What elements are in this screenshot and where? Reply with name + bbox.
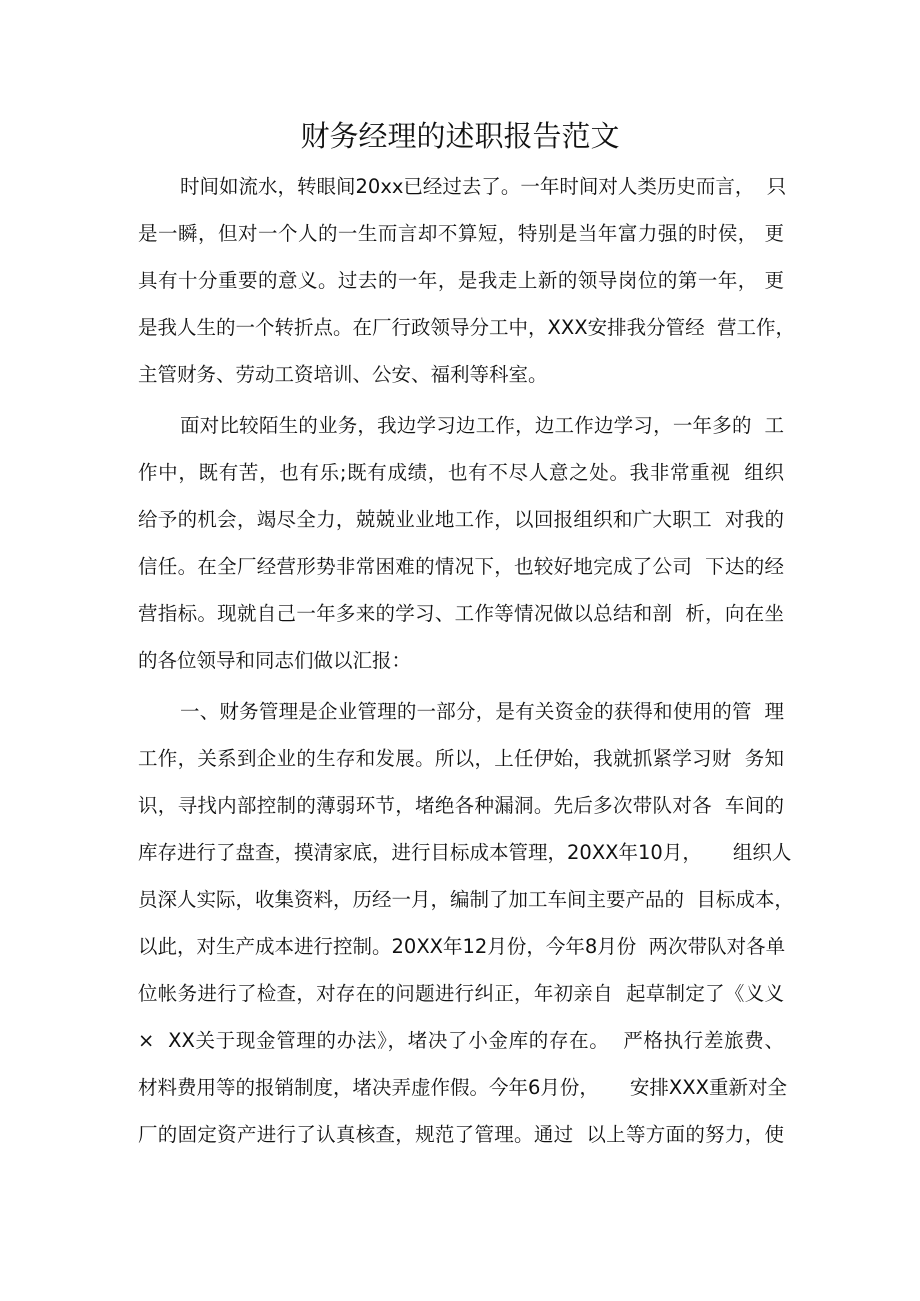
paragraph-2-line-4: 信任。在全厂经营形势非常困难的情况下，也较好地完成了公司 下达的经 xyxy=(138,555,784,578)
paragraph-2-line-2: 作中，既有苦，也有乐;既有成绩，也有不尽人意之处。我非常重视 组织 xyxy=(138,461,784,484)
paragraph-2-line-6: 的各位领导和同志们做以汇报： xyxy=(138,649,412,672)
paragraph-1-line-2: 是一瞬，但对一个人的一生而言却不算短，特别是当年富力强的时侯， 更 xyxy=(138,222,784,245)
paragraph-3-line-4: 库存进行了盘查，摸清家底，进行目标成本管理，20XX年10月， 组织人 xyxy=(138,841,792,864)
paragraph-3-line-6: 以此，对生产成本进行控制。20XX年12月份，今年8月份 两次带队对各单 xyxy=(138,935,786,958)
paragraph-1-line-3: 具有十分重要的意义。过去的一年，是我走上新的领导岗位的第一年， 更 xyxy=(138,269,784,292)
paragraph-3-line-10: 厂的固定资产进行了认真核查，规范了管理。通过 以上等方面的努力，使 xyxy=(138,1123,784,1146)
paragraph-1-line-4: 是我人生的一个转折点。在厂行政领导分工中，XXX安排我分管经 营工作， xyxy=(138,316,795,339)
paragraph-1-line-1: 时间如流水，转眼间20xx已经过去了。一年时间对人类历史而言， 只 xyxy=(180,175,787,198)
paragraph-3-line-1: 一、财务管理是企业管理的一部分，是有关资金的获得和使用的管 理 xyxy=(180,700,784,723)
paragraph-3-line-5: 员深人实际，收集资料，历经一月，编制了加工车间主要产品的 目标成本， xyxy=(138,888,794,911)
document-title: 财务经理的述职报告范文 xyxy=(300,119,620,153)
paragraph-3-line-7: 位帐务进行了检查，对存在的问题进行纠正，年初亲自 起草制定了《义义 xyxy=(138,982,784,1005)
paragraph-3-line-3: 识，寻找内部控制的薄弱环节，堵绝各种漏洞。先后多次带队对各 车间的 xyxy=(138,794,784,817)
paragraph-3-line-8: × XX关于现金管理的办法》，堵决了小金库的存在。 严格执行差旅费、 xyxy=(138,1029,784,1052)
paragraph-1-line-5: 主管财务、劳动工资培训、公安、福利等科室。 xyxy=(138,363,548,386)
paragraph-2-line-5: 营指标。现就自己一年多来的学习、工作等情况做以总结和剖 析，向在坐 xyxy=(138,602,784,625)
paragraph-3-line-9: 材料费用等的报销制度，堵决弄虚作假。今年6月份， 安排XXX重新对全 xyxy=(138,1076,787,1099)
paragraph-2-line-3: 给予的机会，竭尽全力，兢兢业业地工作，以回报组织和广大职工 对我的 xyxy=(138,508,784,531)
paragraph-3-line-2: 工作，关系到企业的生存和发展。所以，上任伊始，我就抓紧学习财 务知 xyxy=(138,747,784,770)
paragraph-2-line-1: 面对比较陌生的业务，我边学习边工作，边工作边学习，一年多的 工 xyxy=(180,414,784,437)
